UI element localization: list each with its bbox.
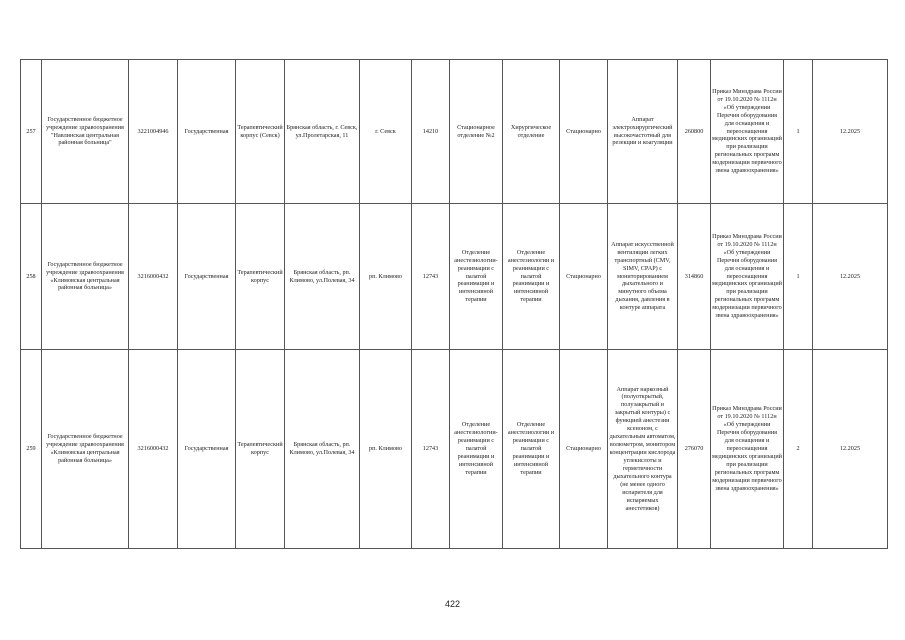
cell-address: Брянская область, рп. Климово, ул.Полевая, 34 — [285, 350, 360, 549]
cell-inn: 3216000432 — [129, 350, 178, 549]
cell-order: Приказ Минздрава России от 19.10.2020 № 1112н «Об утверждении Перечня оборудования для оснащения и переоснащения медицинских организаций при реализации региональных программ модернизации первичного звена здравоохранения» — [711, 204, 784, 350]
cell-date: 12.2025 — [813, 60, 888, 204]
cell-qty: 1 — [784, 204, 813, 350]
cell-inn: 3216000432 — [129, 204, 178, 350]
cell-department: Отделение анестезиологии и реанимации с палатой реанимации и интенсивной терапии — [503, 204, 560, 350]
cell-institution: Государственное бюджетное учреждение здравоохранения «Климовская центральная районная больница» — [42, 350, 129, 549]
table-row — [21, 60, 888, 204]
cell-qty: 1 — [784, 60, 813, 204]
cell-care-type: Стационарно — [560, 204, 608, 350]
cell-address: Брянская область, г. Севск, ул.Пролетарская, 11 — [285, 60, 360, 204]
cell-qty: 2 — [784, 350, 813, 549]
cell-unit: Отделение анестезиологии-реанимации с палатой реанимации и интенсивной терапии — [450, 350, 503, 549]
table-row — [21, 350, 888, 549]
cell-ownership: Государственная — [178, 350, 236, 549]
cell-building: Терапевтический корпус — [236, 204, 285, 350]
cell-care-type: Стационарно — [560, 60, 608, 204]
cell-price: 276070 — [678, 350, 711, 549]
cell-unit: Стационарное отделение №2 — [450, 60, 503, 204]
cell-price: 260800 — [678, 60, 711, 204]
cell-department: Отделение анестезиологии и реанимации с палатой реанимации и интенсивной терапии — [503, 350, 560, 549]
cell-num: 257 — [21, 60, 42, 204]
cell-equipment: Аппарат искусственной вентиляции легких транспортный (CMV, SIMV, CPAP) с мониторированием дыхательного и минутного объема дыхания, давления в контуре аппарата — [608, 204, 678, 350]
page-number: 422 — [444, 599, 461, 609]
cell-department: Хирургическое отделение — [503, 60, 560, 204]
cell-inn: 3221004946 — [129, 60, 178, 204]
cell-date: 12.2025 — [813, 350, 888, 549]
cell-order: Приказ Минздрава России от 19.10.2020 № 1112н «Об утверждении Перечня оборудования для оснащения и переоснащения медицинских организаций при реализации региональных программ модернизации первичного звена здравоохранения» — [711, 350, 784, 549]
cell-institution: Государственное бюджетное учреждение здравоохранения «Климовская центральная районная больница» — [42, 204, 129, 350]
cell-ownership: Государственная — [178, 204, 236, 350]
cell-ownership: Государственная — [178, 60, 236, 204]
cell-code: 14210 — [412, 60, 450, 204]
cell-institution: Государственное бюджетное учреждение здравоохранения "Навлинская центральная районная больница" — [42, 60, 129, 204]
cell-address: Брянская область, рп. Климово, ул.Полевая, 34 — [285, 204, 360, 350]
table-row — [21, 204, 888, 350]
cell-equipment-container — [608, 350, 678, 549]
cell-locality: г. Севск — [360, 60, 412, 204]
cell-building: Терапевтический корпус — [236, 350, 285, 549]
cell-date: 12.2025 — [813, 204, 888, 350]
cell-code: 12743 — [412, 350, 450, 549]
cell-locality: рп. Климово — [360, 350, 412, 549]
cell-equipment: Аппарат электрохирургический высокочастотный для резекции и коагуляции — [608, 60, 678, 204]
cell-num: 259 — [21, 350, 42, 549]
cell-care-type: Стационарно — [560, 350, 608, 549]
equipment-table — [20, 59, 888, 549]
cell-num: 258 — [21, 204, 42, 350]
cell-order: Приказ Минздрава России от 19.10.2020 № 1112н «Об утверждении Перечня оборудования для оснащения и переоснащения медицинских организаций при реализации региональных программ модернизации первичного звена здравоохранения» — [711, 60, 784, 204]
cell-unit: Отделение анестезиологии-реанимации с палатой реанимации и интенсивной терапии — [450, 204, 503, 350]
cell-locality: рп. Климово — [360, 204, 412, 350]
cell-price: 314860 — [678, 204, 711, 350]
cell-building: Терапевтический корпус (Севск) — [236, 60, 285, 204]
cell-code: 12743 — [412, 204, 450, 350]
cell-equipment: Аппарат наркозный (полуоткрытый, полузакрытый и закрытый контуры) с функцией анестезии ксеноном, с дыхательным автоматом, волюметром, монитором концентрации кислорода углекислоты и герметичности дыхательного контура (не менее одного испарителя для испаряемых анестетиков) — [609, 385, 676, 512]
